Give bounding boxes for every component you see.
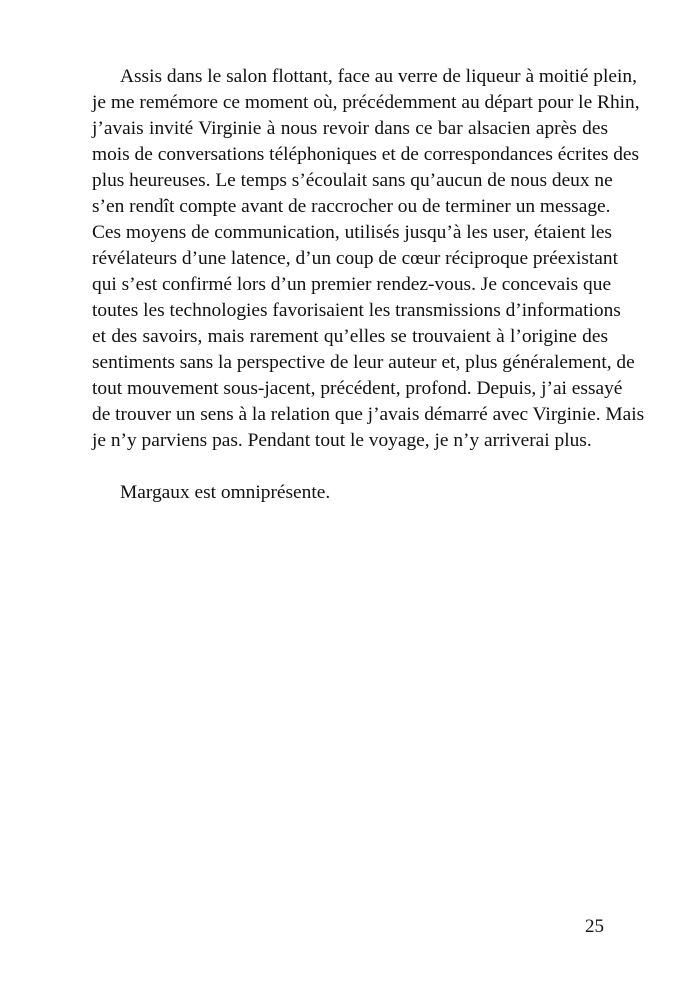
text-line: toutes les technologies favorisaient les transmissions d’informations bbox=[92, 300, 621, 321]
paragraph-spacer bbox=[92, 454, 608, 480]
text-line: tout mouvement sous-jacent, précédent, profond. Depuis, j’ai essayé bbox=[92, 378, 623, 399]
text-line: Assis dans le salon flottant, face au verre de liqueur à moitié plein, bbox=[120, 66, 637, 87]
text-line: Ces moyens de communication, utilisés jusqu’à les user, étaient les bbox=[92, 222, 612, 243]
text-line: révélateurs d’une latence, d’un coup de cœur réciproque préexistant bbox=[92, 248, 618, 269]
text-line: sentiments sans la perspective de leur auteur et, plus généralement, de bbox=[92, 352, 635, 373]
text-line: qui s’est confirmé lors d’un premier rendez-vous. Je concevais que bbox=[92, 274, 612, 295]
text-line: s’en rendît compte avant de raccrocher ou de terminer un message. bbox=[92, 196, 611, 217]
paragraph-1 bbox=[92, 64, 645, 454]
paragraph-2 bbox=[92, 480, 608, 506]
body-text bbox=[92, 64, 645, 506]
text-line: plus heureuses. Le temps s’écoulait sans qu’aucun de nous deux ne bbox=[92, 170, 613, 191]
text-line: je me remémore ce moment où, précédemment au départ pour le Rhin, bbox=[92, 92, 640, 113]
text-line: j’avais invité Virginie à nous revoir dans ce bar alsacien après des bbox=[92, 118, 608, 139]
text-line: et des savoirs, mais rarement qu’elles se trouvaient à l’origine des bbox=[92, 326, 608, 347]
page-number: 25 bbox=[585, 916, 604, 937]
text-line: de trouver un sens à la relation que j’avais démarré avec Virginie. Mais bbox=[92, 404, 645, 425]
text-line: mois de conversations téléphoniques et de correspondances écrites des bbox=[92, 144, 640, 165]
text-line: Margaux est omniprésente. bbox=[120, 482, 331, 503]
text-line: je n’y parviens pas. Pendant tout le voyage, je n’y arriverai plus. bbox=[92, 430, 592, 451]
